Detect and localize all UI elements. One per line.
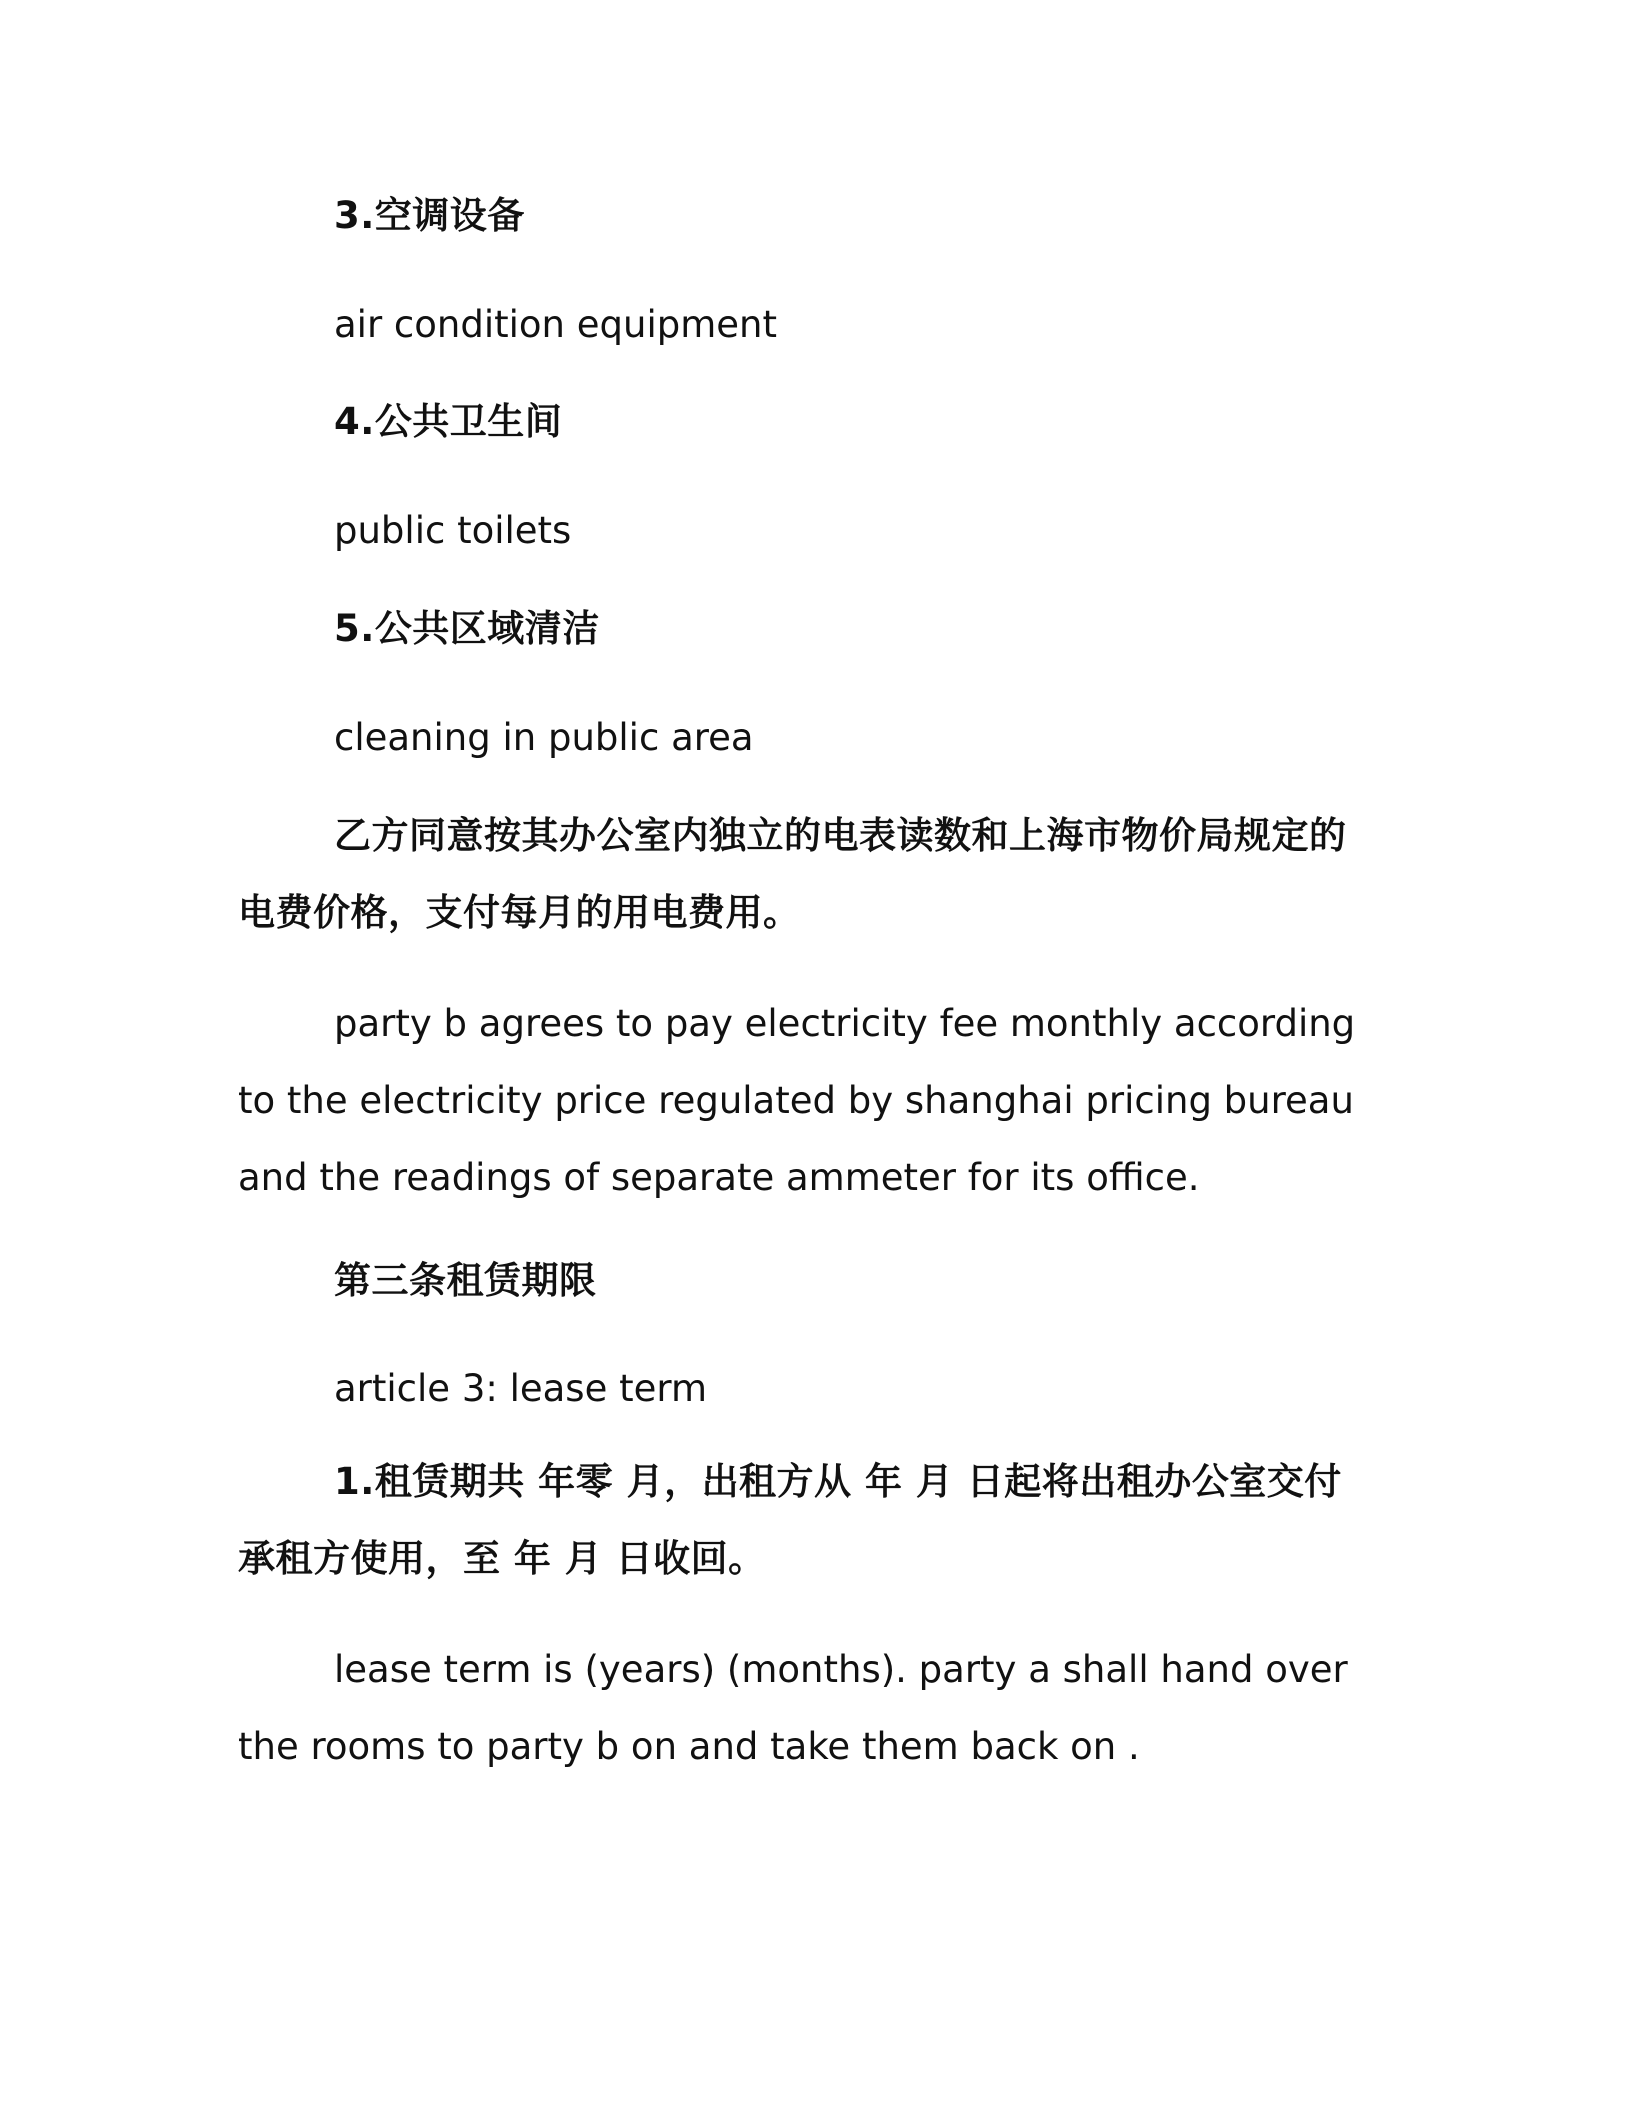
article-heading-cn: 第三条租赁期限	[334, 1259, 597, 1302]
electricity-clause-cn: 乙方同意按其办公室内独立的电表读数和上海市物价局规定的电费价格，支付每月的用电费用。	[238, 814, 1347, 934]
list-item-cleaning-cn: 5.公共区域清洁	[334, 607, 600, 650]
list-item-air-condition-cn: 3.空调设备	[334, 194, 525, 237]
list-item-toilets-cn: 4.公共卫生间	[334, 400, 563, 443]
list-item-cleaning-en: cleaning in public area	[334, 716, 754, 759]
lease-term-clause-cn: 1.租赁期共 年零 月，出租方从 年 月 日起将出租办公室交付承租方使用，至 年 月 日收回。	[238, 1460, 1342, 1580]
article-heading-en: article 3: lease term	[334, 1367, 707, 1410]
lease-term-clause-en: lease term is (years) (months). party a shall hand over the rooms to party b on and take them back on .	[238, 1648, 1348, 1768]
electricity-clause-en: party b agrees to pay electricity fee monthly according to the electricity price regulated by shanghai pricing bureau and the readings of separate ammeter for its office.	[238, 1002, 1356, 1199]
list-item-air-condition-en: air condition equipment	[334, 303, 777, 346]
list-item-toilets-en: public toilets	[334, 509, 572, 552]
